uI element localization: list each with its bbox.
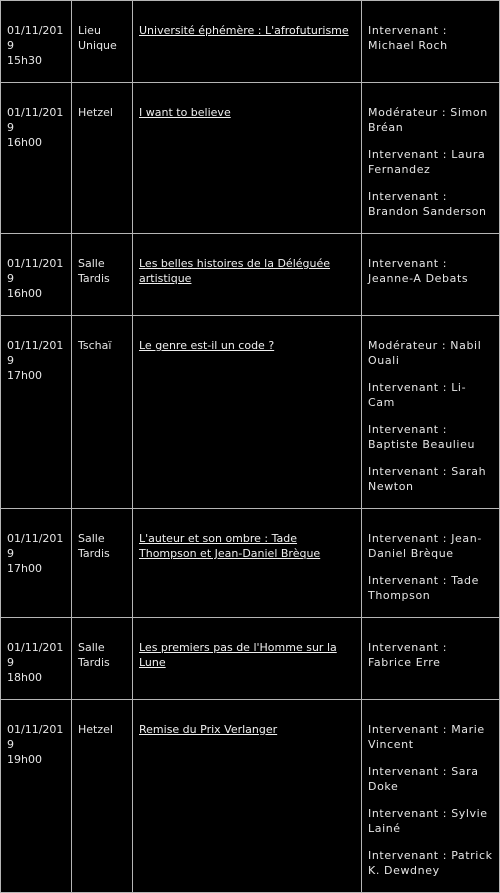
participant: Intervenant : Laura Fernandez <box>368 148 486 176</box>
event-title-link[interactable]: L'auteur et son ombre : Tade Thompson et Jean-Daniel Brèque <box>139 532 321 560</box>
participant: Intervenant : Jeanne-A Debats <box>368 257 469 285</box>
event-date: 01/11/2019 <box>7 106 64 134</box>
title-cell <box>133 618 362 700</box>
event-date: 01/11/2019 <box>7 723 64 751</box>
datetime-cell <box>1 509 72 618</box>
participant: Intervenant : Brandon Sanderson <box>368 190 487 218</box>
venue-cell <box>72 509 133 618</box>
event-title-link[interactable]: Les belles histoires de la Déléguée artistique <box>139 257 331 285</box>
event-venue: Salle Tardis <box>78 641 110 669</box>
event-venue: Tschaï <box>78 339 112 352</box>
event-venue: Lieu Unique <box>78 24 117 52</box>
title-cell <box>133 1 362 83</box>
participants-cell <box>362 83 500 234</box>
event-date: 01/11/2019 <box>7 24 64 52</box>
title-cell <box>133 700 362 893</box>
event-title-link[interactable]: Université éphémère : L'afrofuturisme <box>139 24 349 37</box>
participant: Modérateur : Simon Bréan <box>368 106 488 134</box>
participant: Intervenant : Tade Thompson <box>368 574 479 602</box>
table-row <box>1 509 500 618</box>
datetime-cell <box>1 316 72 509</box>
title-cell <box>133 316 362 509</box>
participant: Intervenant : Marie Vincent <box>368 723 485 751</box>
participant: Intervenant : Sara Doke <box>368 765 479 793</box>
table-row <box>1 618 500 700</box>
event-time: 19h00 <box>7 753 42 766</box>
participant: Intervenant : Li-Cam <box>368 381 467 409</box>
event-time: 16h00 <box>7 136 42 149</box>
event-title-link[interactable]: Remise du Prix Verlanger <box>139 723 278 736</box>
participant: Intervenant : Fabrice Erre <box>368 641 448 669</box>
participants-cell <box>362 618 500 700</box>
table-row <box>1 234 500 316</box>
table-row <box>1 316 500 509</box>
event-venue: Hetzel <box>78 106 113 119</box>
event-time: 18h00 <box>7 671 42 684</box>
participant: Intervenant : Sarah Newton <box>368 465 487 493</box>
event-time: 17h00 <box>7 562 42 575</box>
participant: Intervenant : Jean-Daniel Brèque <box>368 532 482 560</box>
event-venue: Salle Tardis <box>78 532 110 560</box>
event-title-link[interactable]: Le genre est-il un code ? <box>139 339 275 352</box>
event-time: 15h30 <box>7 54 42 67</box>
schedule-body <box>1 1 500 893</box>
datetime-cell <box>1 234 72 316</box>
title-cell <box>133 509 362 618</box>
venue-cell <box>72 83 133 234</box>
venue-cell <box>72 316 133 509</box>
venue-cell <box>72 234 133 316</box>
participant: Modérateur : Nabil Ouali <box>368 339 482 367</box>
datetime-cell <box>1 1 72 83</box>
event-time: 17h00 <box>7 369 42 382</box>
participant: Intervenant : Sylvie Lainé <box>368 807 488 835</box>
participants-cell <box>362 700 500 893</box>
participants-cell <box>362 509 500 618</box>
event-title-link[interactable]: I want to believe <box>139 106 231 119</box>
event-venue: Salle Tardis <box>78 257 110 285</box>
event-date: 01/11/2019 <box>7 532 64 560</box>
participants-cell <box>362 1 500 83</box>
table-row <box>1 700 500 893</box>
datetime-cell <box>1 700 72 893</box>
title-cell <box>133 234 362 316</box>
title-cell <box>133 83 362 234</box>
participant: Intervenant : Baptiste Beaulieu <box>368 423 476 451</box>
participants-cell <box>362 234 500 316</box>
participant: Intervenant : Patrick K. Dewdney <box>368 849 493 877</box>
datetime-cell <box>1 618 72 700</box>
datetime-cell <box>1 83 72 234</box>
venue-cell <box>72 700 133 893</box>
event-date: 01/11/2019 <box>7 339 64 367</box>
venue-cell <box>72 618 133 700</box>
event-title-link[interactable]: Les premiers pas de l'Homme sur la Lune <box>139 641 337 669</box>
table-row <box>1 83 500 234</box>
participant: Intervenant : Michael Roch <box>368 24 448 52</box>
event-time: 16h00 <box>7 287 42 300</box>
event-date: 01/11/2019 <box>7 641 64 669</box>
venue-cell <box>72 1 133 83</box>
table-row <box>1 1 500 83</box>
participants-cell <box>362 316 500 509</box>
event-date: 01/11/2019 <box>7 257 64 285</box>
event-venue: Hetzel <box>78 723 113 736</box>
